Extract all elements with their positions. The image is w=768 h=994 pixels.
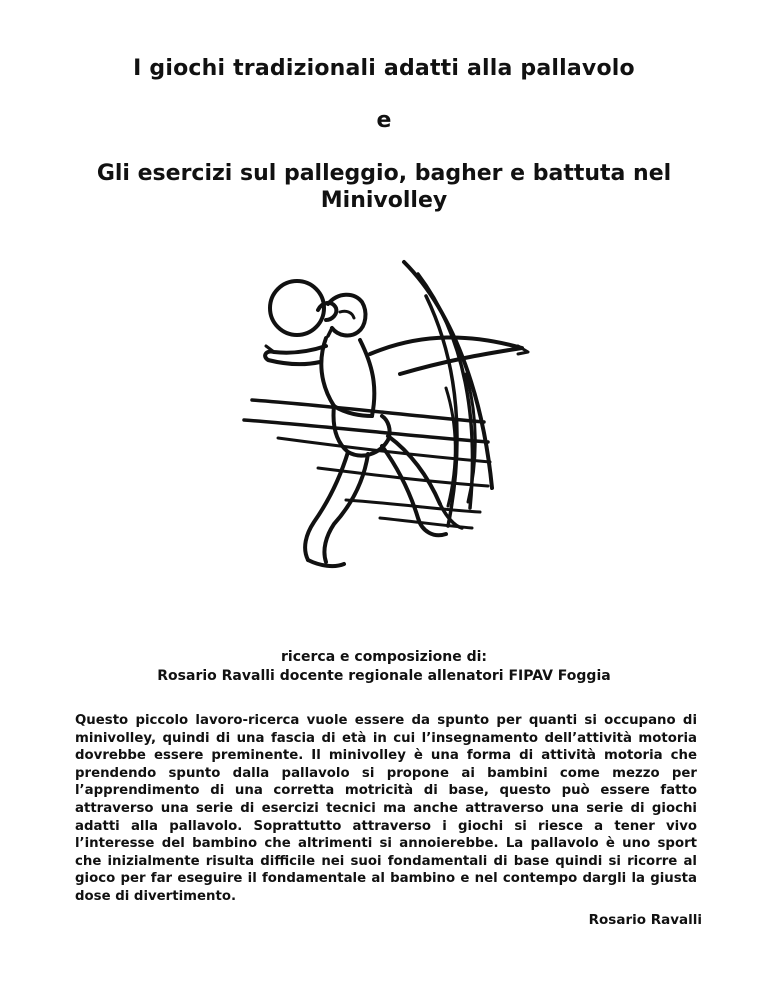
credits-line-1: ricerca e composizione di:	[281, 649, 487, 665]
intro-text: Questo piccolo lavoro-ricerca vuole essere da spunto per quanti si occupano di minivolley, quindi di una fascia di età in cui l’insegnamento dell’attività motoria dovrebbe essere preminente. Il minivolley è una forma di attività motoria che prendendo spunto dalla pallavolo si propone ai bambini come mezzo per l’apprendimento di una corretta motricità di base, questo può essere fatto attraverso una serie di esercizi tecnici ma anche attraverso una serie di giochi adatti alla pallavolo. Soprattutto attraverso i giochi si riesce a tener vivo l’interesse del bambino che altrimenti si annoierebbe. La pallavolo è uno sport che inizialmente risulta difficile nei suoi fondamentali di base quindi si ricorre al gioco per far eseguire il fondamentale al bambino e nel contempo dargli la giusta dose di divertimento.	[75, 713, 697, 904]
document-subtitle: Gli esercizi sul palleggio, bagher e battuta nel Minivolley	[96, 161, 672, 213]
author-signature: Rosario Ravalli	[588, 912, 702, 928]
title-conjunction: e	[376, 108, 392, 133]
document-title: I giochi tradizionali adatti alla pallavolo	[133, 56, 635, 81]
credits-line-2: Rosario Ravalli docente regionale allenatori FIPAV Foggia	[157, 668, 611, 684]
volleyball-player-spiking-icon	[222, 256, 542, 596]
credits	[0, 648, 768, 686]
intro-paragraph	[75, 712, 697, 906]
